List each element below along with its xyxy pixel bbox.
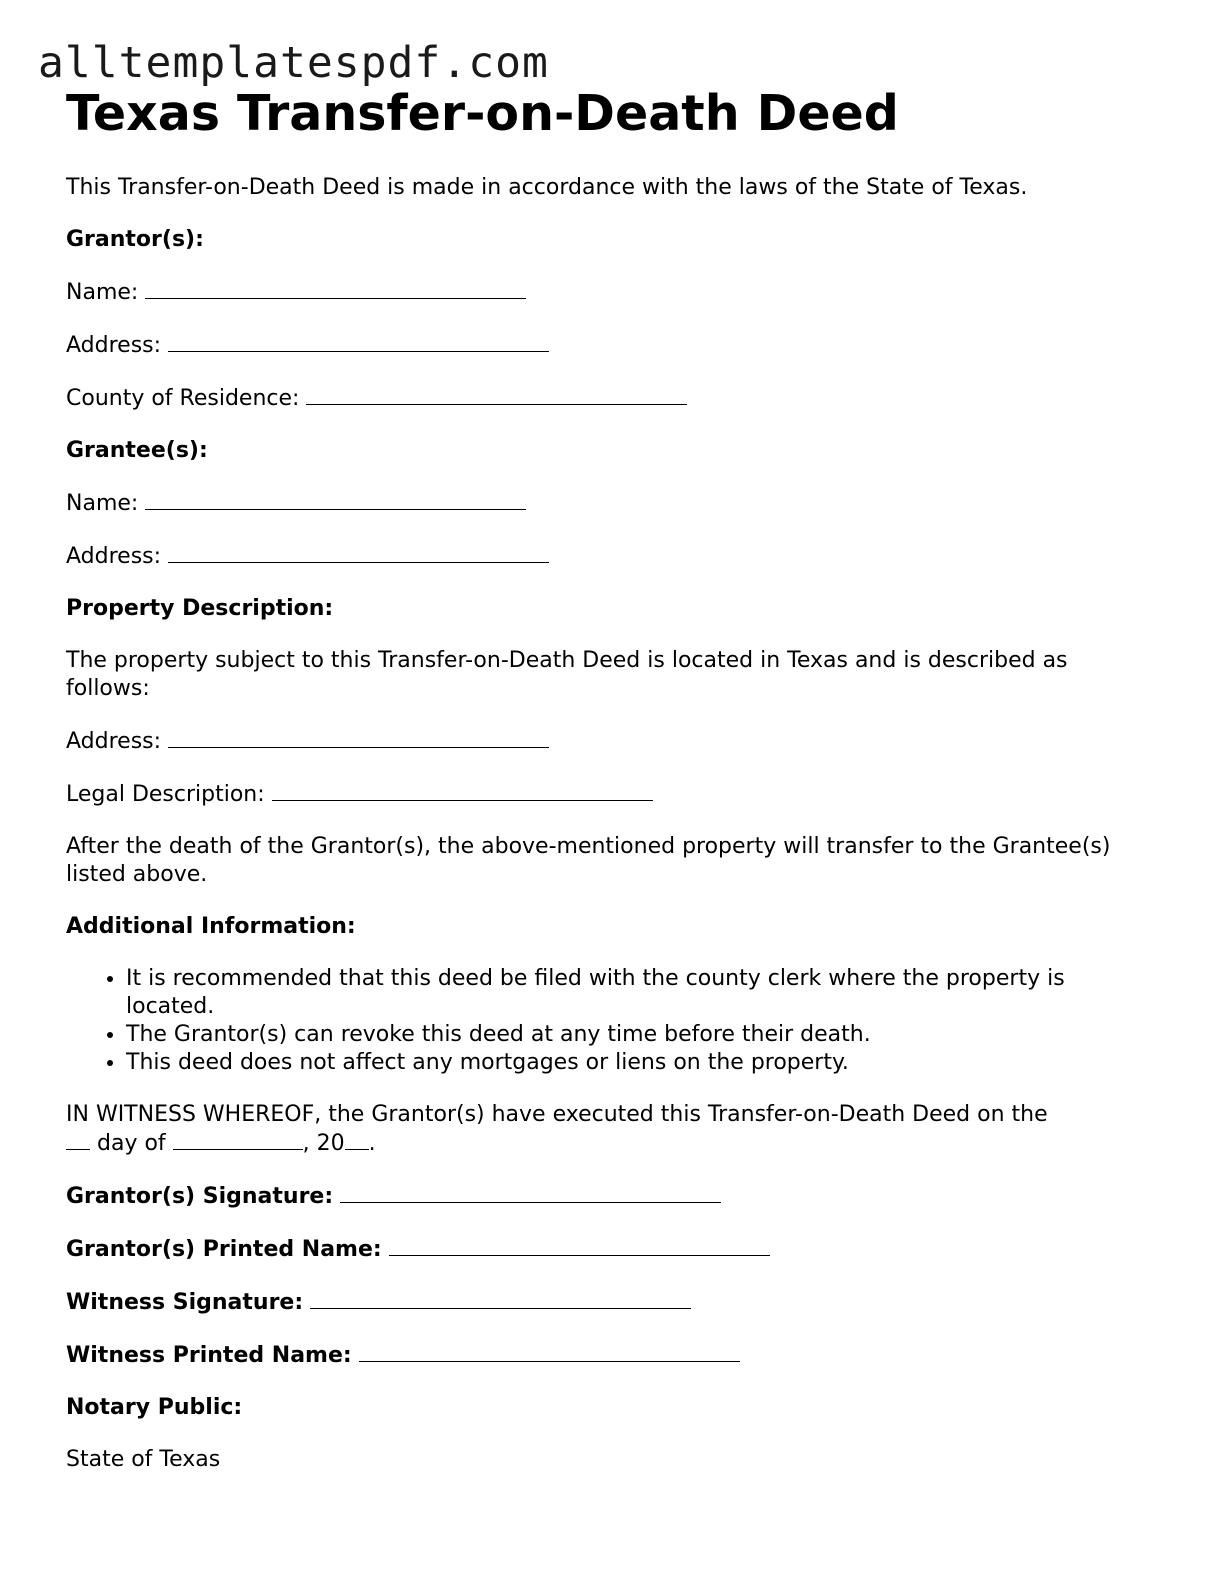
grantor-name-field[interactable] bbox=[145, 278, 526, 299]
grantor-address-label: Address: bbox=[66, 333, 162, 358]
grantor-signature-row bbox=[66, 1182, 1156, 1211]
grantor-address-row bbox=[66, 331, 1156, 360]
year-prefix: , 20 bbox=[302, 1131, 345, 1156]
witness-printed-field[interactable] bbox=[359, 1341, 740, 1362]
grantor-name-row bbox=[66, 278, 1156, 307]
grantee-address-row bbox=[66, 542, 1156, 571]
property-text: The property subject to this Transfer-on-Death Deed is located in Texas and is described as follows: bbox=[66, 648, 1068, 701]
grantee-name-row bbox=[66, 489, 1156, 518]
grantor-heading: Grantor(s): bbox=[66, 227, 204, 252]
day-of-label: day of bbox=[97, 1131, 166, 1156]
witness-printed-label: Witness Printed Name: bbox=[66, 1343, 352, 1368]
witness-signature-row bbox=[66, 1288, 1156, 1317]
property-legal-label: Legal Description: bbox=[66, 782, 265, 807]
transfer-text: After the death of the Grantor(s), the above-mentioned property will transfer to the Grantee(s) listed above. bbox=[66, 834, 1111, 887]
witness-signature-field[interactable] bbox=[310, 1288, 691, 1309]
list-item: • This deed does not affect any mortgages or liens on the property. bbox=[126, 1049, 1156, 1077]
grantor-county-row bbox=[66, 384, 1156, 413]
year-field[interactable] bbox=[345, 1129, 369, 1150]
grantor-signature-label: Grantor(s) Signature: bbox=[66, 1184, 334, 1209]
grantee-name-label: Name: bbox=[66, 491, 139, 516]
grantor-signature-field[interactable] bbox=[340, 1182, 721, 1203]
additional-list bbox=[66, 965, 1156, 1077]
property-legal-field[interactable] bbox=[272, 780, 653, 801]
grantee-address-field[interactable] bbox=[168, 542, 549, 563]
witness-clause bbox=[66, 1101, 1156, 1158]
property-address-label: Address: bbox=[66, 729, 162, 754]
grantor-printed-field[interactable] bbox=[389, 1235, 770, 1256]
grantor-printed-row bbox=[66, 1235, 1156, 1264]
property-heading: Property Description: bbox=[66, 596, 334, 621]
site-watermark: alltemplatespdf.com bbox=[38, 38, 549, 88]
notary-state: State of Texas bbox=[66, 1447, 221, 1472]
property-address-row bbox=[66, 727, 1156, 756]
witness-signature-label: Witness Signature: bbox=[66, 1290, 304, 1315]
additional-heading: Additional Information: bbox=[66, 914, 356, 939]
property-legal-row bbox=[66, 780, 1156, 809]
witness-printed-row bbox=[66, 1341, 1156, 1370]
day-field[interactable] bbox=[66, 1129, 90, 1150]
property-address-field[interactable] bbox=[168, 727, 549, 748]
deed-body bbox=[66, 174, 1156, 1498]
grantor-county-label: County of Residence: bbox=[66, 386, 300, 411]
grantee-address-label: Address: bbox=[66, 544, 162, 569]
intro-text: This Transfer-on-Death Deed is made in accordance with the laws of the State of Texas. bbox=[66, 175, 1028, 200]
list-item: • It is recommended that this deed be filed with the county clerk where the property is located. bbox=[126, 965, 1156, 1021]
witness-clause-text: IN WITNESS WHEREOF, the Grantor(s) have executed this Transfer-on-Death Deed on the bbox=[66, 1102, 1048, 1127]
list-item: • The Grantor(s) can revoke this deed at any time before their death. bbox=[126, 1021, 1156, 1049]
page-title: Texas Transfer-on-Death Deed bbox=[66, 85, 899, 142]
grantee-name-field[interactable] bbox=[145, 489, 526, 510]
month-field[interactable] bbox=[173, 1129, 303, 1150]
clause-period: . bbox=[368, 1131, 376, 1156]
grantor-address-field[interactable] bbox=[168, 331, 549, 352]
grantor-printed-label: Grantor(s) Printed Name: bbox=[66, 1237, 382, 1262]
grantee-heading: Grantee(s): bbox=[66, 438, 208, 463]
grantor-county-field[interactable] bbox=[306, 384, 687, 405]
notary-heading: Notary Public: bbox=[66, 1395, 243, 1420]
grantor-name-label: Name: bbox=[66, 280, 139, 305]
